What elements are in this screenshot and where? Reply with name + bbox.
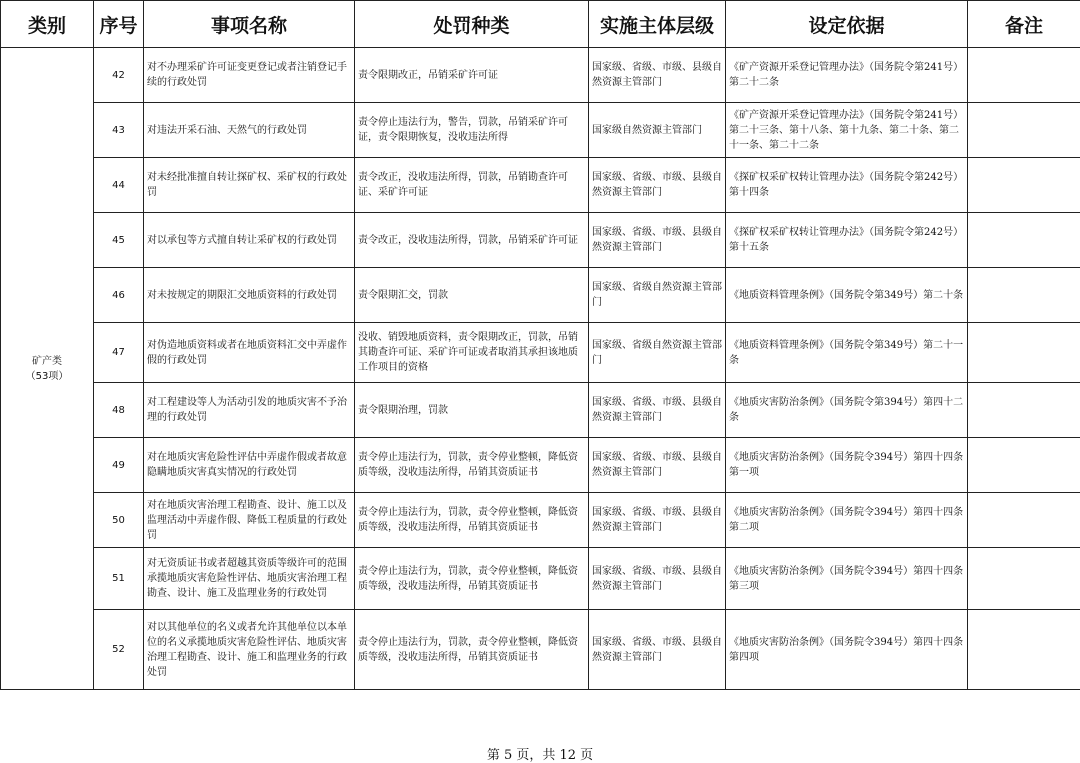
authority-level-cell: 国家级、省级自然资源主管部门 — [589, 268, 726, 323]
notes-cell — [968, 158, 1080, 213]
authority-level-cell: 国家级、省级、市级、县级自然资源主管部门 — [589, 383, 726, 438]
category-name: 矿产类 — [32, 355, 62, 367]
legal-basis-cell: 《地质灾害防治条例》（国务院令394号）第四十四条第一项 — [726, 438, 968, 493]
notes-cell — [968, 610, 1080, 690]
item-name-cell: 对工程建设等人为活动引发的地质灾害不予治理的行政处罚 — [144, 383, 355, 438]
legal-basis-cell: 《地质灾害防治条例》（国务院令394号）第四十四条第三项 — [726, 548, 968, 610]
header-basis: 设定依据 — [726, 1, 968, 48]
table-row — [1, 103, 1080, 158]
authority-level-cell: 国家级、省级、市级、县级自然资源主管部门 — [589, 48, 726, 103]
table-row — [1, 493, 1080, 548]
penalty-type-cell: 责令停止违法行为，罚款，责令停业整顿，降低资质等级，没收违法所得，吊销其资质证书 — [355, 493, 589, 548]
seq-cell: 50 — [94, 493, 144, 548]
legal-basis-cell: 《探矿权采矿权转让管理办法》（国务院令第242号）第十四条 — [726, 158, 968, 213]
penalty-type-cell: 责令停止违法行为，罚款，责令停业整顿，降低资质等级，没收违法所得，吊销其资质证书 — [355, 548, 589, 610]
notes-cell — [968, 493, 1080, 548]
legal-basis-cell: 《地质灾害防治条例》（国务院令394号）第四十四条第四项 — [726, 610, 968, 690]
legal-basis-cell: 《地质资料管理条例》（国务院令第349号）第二十条 — [726, 268, 968, 323]
penalty-type-cell: 责令停止违法行为，警告，罚款，吊销采矿许可证，责令限期恢复，没收违法所得 — [355, 103, 589, 158]
authority-level-cell: 国家级、省级、市级、县级自然资源主管部门 — [589, 548, 726, 610]
seq-cell: 49 — [94, 438, 144, 493]
table-row — [1, 438, 1080, 493]
seq-cell: 47 — [94, 323, 144, 383]
table-row — [1, 158, 1080, 213]
item-name-cell: 对以其他单位的名义或者允许其他单位以本单位的名义承揽地质灾害危险性评估、地质灾害治理工程勘查、设计、施工和监理业务的行政处罚 — [144, 610, 355, 690]
category-count: （53项） — [25, 370, 69, 382]
penalty-type-cell: 责令限期治理，罚款 — [355, 383, 589, 438]
legal-basis-cell: 《探矿权采矿权转让管理办法》（国务院令第242号）第十五条 — [726, 213, 968, 268]
table-row — [1, 268, 1080, 323]
penalty-type-cell: 没收、销毁地质资料，责令限期改正，罚款，吊销其勘查许可证、采矿许可证或者取消其承担该地质工作项目的资格 — [355, 323, 589, 383]
table-row — [1, 610, 1080, 690]
seq-cell: 45 — [94, 213, 144, 268]
item-name-cell: 对伪造地质资料或者在地质资料汇交中弄虚作假的行政处罚 — [144, 323, 355, 383]
penalty-type-cell: 责令限期改正，吊销采矿许可证 — [355, 48, 589, 103]
category-cell — [1, 48, 94, 690]
header-row — [1, 1, 1080, 48]
seq-cell: 46 — [94, 268, 144, 323]
notes-cell — [968, 103, 1080, 158]
seq-cell: 44 — [94, 158, 144, 213]
legal-basis-cell: 《地质灾害防治条例》（国务院令第394号）第四十二条 — [726, 383, 968, 438]
authority-level-cell: 国家级、省级、市级、县级自然资源主管部门 — [589, 610, 726, 690]
table-row — [1, 48, 1080, 103]
notes-cell — [968, 548, 1080, 610]
penalty-type-cell: 责令限期汇交，罚款 — [355, 268, 589, 323]
penalty-type-cell: 责令改正，没收违法所得，罚款，吊销勘查许可证、采矿许可证 — [355, 158, 589, 213]
authority-level-cell: 国家级、省级自然资源主管部门 — [589, 323, 726, 383]
page-footer: 第 5 页，共 12 页 — [486, 748, 594, 763]
penalty-type-cell: 责令改正，没收违法所得，罚款，吊销采矿许可证 — [355, 213, 589, 268]
notes-cell — [968, 213, 1080, 268]
table-row — [1, 323, 1080, 383]
seq-cell: 43 — [94, 103, 144, 158]
table-row — [1, 213, 1080, 268]
notes-cell — [968, 268, 1080, 323]
seq-cell: 48 — [94, 383, 144, 438]
seq-cell: 52 — [94, 610, 144, 690]
item-name-cell: 对在地质灾害治理工程勘查、设计、施工以及监理活动中弄虚作假、降低工程质量的行政处罚 — [144, 493, 355, 548]
authority-level-cell: 国家级、省级、市级、县级自然资源主管部门 — [589, 493, 726, 548]
header-seq: 序号 — [94, 1, 144, 48]
item-name-cell: 对无资质证书或者超越其资质等级许可的范围承揽地质灾害危险性评估、地质灾害治理工程勘查、设计、施工及监理业务的行政处罚 — [144, 548, 355, 610]
item-name-cell: 对违法开采石油、天然气的行政处罚 — [144, 103, 355, 158]
seq-cell: 42 — [94, 48, 144, 103]
authority-level-cell: 国家级、省级、市级、县级自然资源主管部门 — [589, 158, 726, 213]
table-row — [1, 548, 1080, 610]
authority-level-cell: 国家级、省级、市级、县级自然资源主管部门 — [589, 438, 726, 493]
legal-basis-cell: 《矿产资源开采登记管理办法》（国务院令第241号）第二十二条 — [726, 48, 968, 103]
authority-level-cell: 国家级、省级、市级、县级自然资源主管部门 — [589, 213, 726, 268]
legal-basis-cell: 《地质灾害防治条例》（国务院令394号）第四十四条第二项 — [726, 493, 968, 548]
legal-basis-cell: 《矿产资源开采登记管理办法》（国务院令第241号）第二十三条、第十八条、第十九条、第二十条、第二十一条、第二十二条 — [726, 103, 968, 158]
item-name-cell: 对未按规定的期限汇交地质资料的行政处罚 — [144, 268, 355, 323]
item-name-cell: 对不办理采矿许可证变更登记或者注销登记手续的行政处罚 — [144, 48, 355, 103]
authority-level-cell: 国家级自然资源主管部门 — [589, 103, 726, 158]
notes-cell — [968, 438, 1080, 493]
table-row — [1, 383, 1080, 438]
table-body — [1, 48, 1080, 690]
header-penalty: 处罚种类 — [355, 1, 589, 48]
item-name-cell: 对在地质灾害危险性评估中弄虚作假或者故意隐瞒地质灾害真实情况的行政处罚 — [144, 438, 355, 493]
header-level: 实施主体层级 — [589, 1, 726, 48]
header-notes: 备注 — [968, 1, 1080, 48]
notes-cell — [968, 323, 1080, 383]
legal-basis-cell: 《地质资料管理条例》（国务院令第349号）第二十一条 — [726, 323, 968, 383]
penalty-type-cell: 责令停止违法行为，罚款，责令停业整顿，降低资质等级，没收违法所得，吊销其资质证书 — [355, 610, 589, 690]
header-category: 类别 — [1, 1, 94, 48]
notes-cell — [968, 48, 1080, 103]
header-item: 事项名称 — [144, 1, 355, 48]
notes-cell — [968, 383, 1080, 438]
item-name-cell: 对以承包等方式擅自转让采矿权的行政处罚 — [144, 213, 355, 268]
penalty-type-cell: 责令停止违法行为，罚款，责令停业整顿，降低资质等级，没收违法所得，吊销其资质证书 — [355, 438, 589, 493]
item-name-cell: 对未经批准擅自转让探矿权、采矿权的行政处罚 — [144, 158, 355, 213]
seq-cell: 51 — [94, 548, 144, 610]
